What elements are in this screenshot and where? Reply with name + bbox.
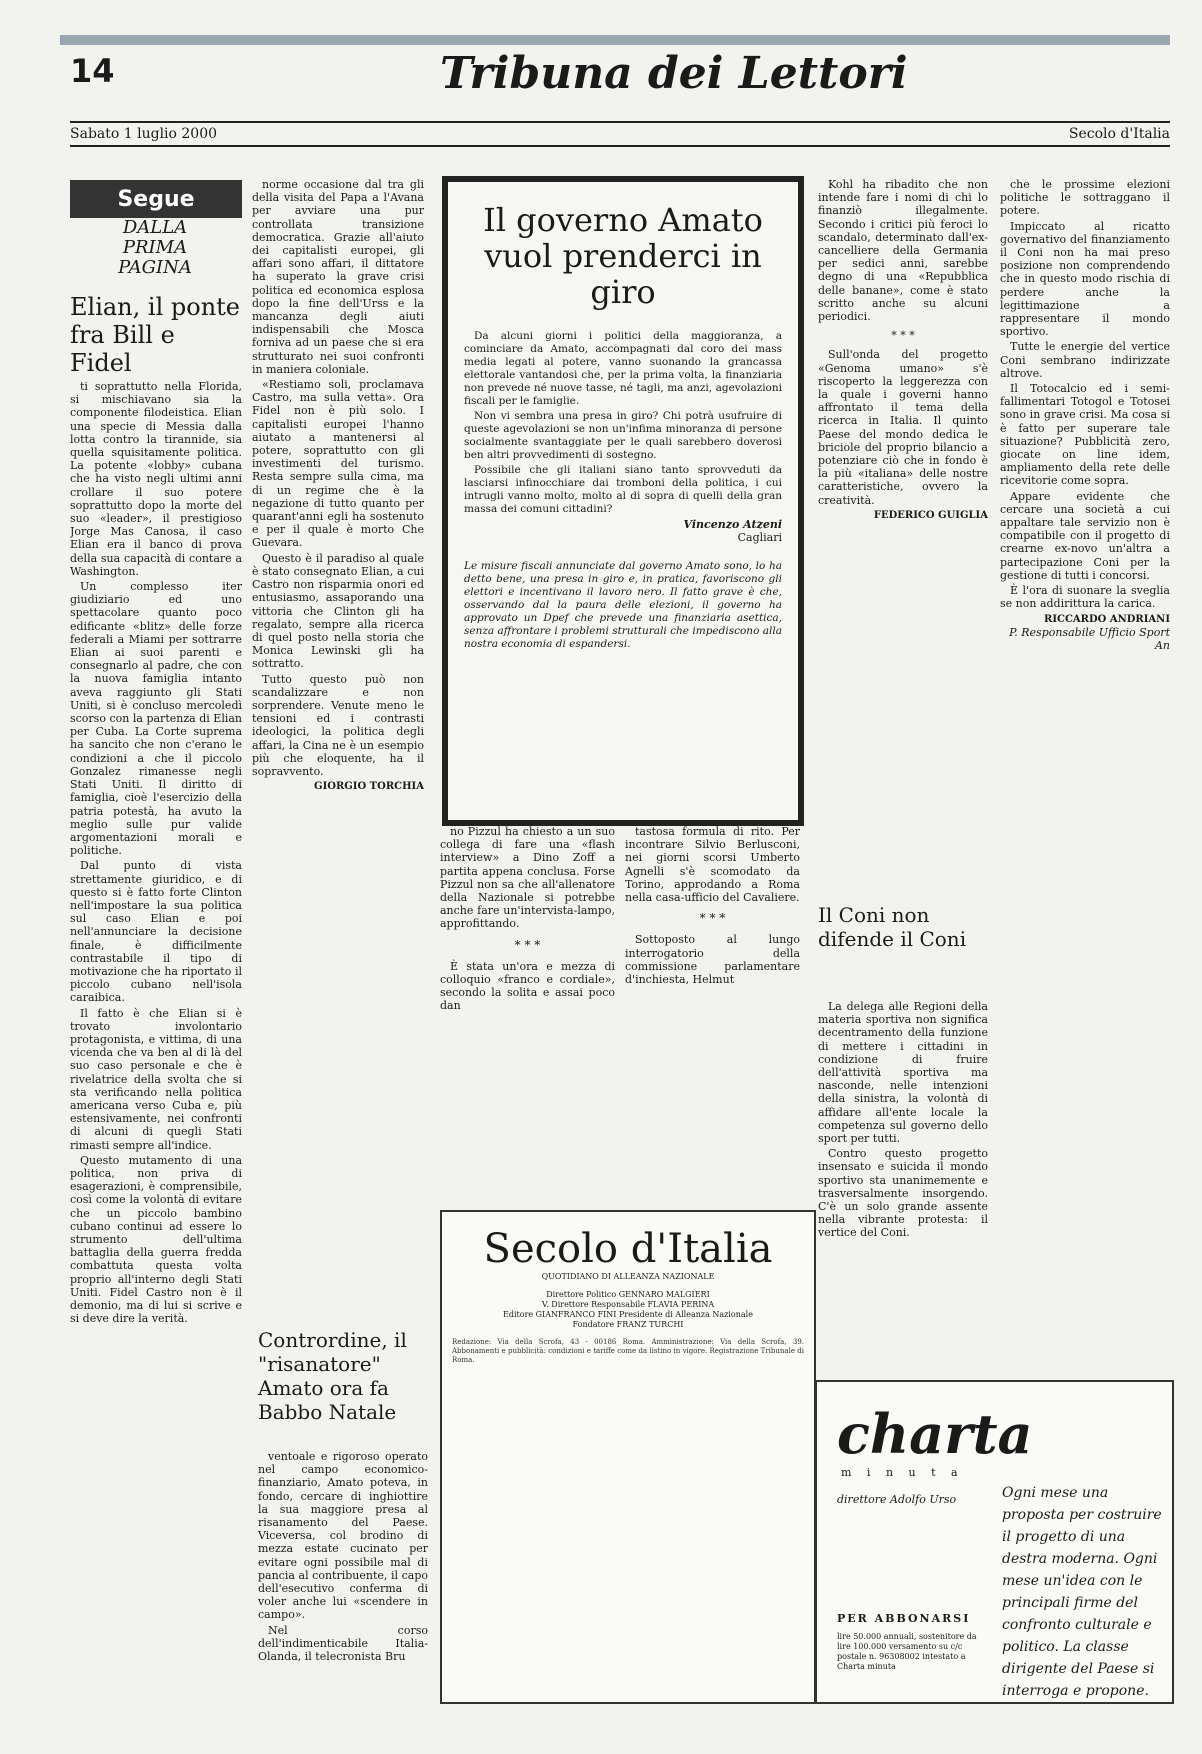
paragraph: Un complesso iter giudiziario ed uno spettacolare quanto poco edificante «blitz» delle forze federali a Miami per sottrarre Elian ai suoi parenti e consegnarlo al padre, che con la nuova famiglia intanto aveva raggiunto gli Stati Uniti, si è concluso mercoledì scorso con la partenza di Elian per Cuba. La Corte suprema ha sancito che non c'erano le condizioni a che il piccolo Gonzalez rimanesse negli Stati Uniti. Il diritto di famiglia, cioè l'esercizio della patria potestà, ha avuto la meglio sulle pur valide argomentazioni morali e politiche. bbox=[70, 580, 242, 858]
masthead-vdirector: V. Direttore Responsabile FLAVIA PERINA bbox=[541, 1300, 715, 1309]
article-headline-amato: Contrordine, il "risanatore" Amato ora fa Babbo Natale bbox=[258, 1328, 407, 1424]
masthead-editor: Editore GIANFRANCO FINI Presidente di Alleanza Nazionale bbox=[503, 1310, 753, 1319]
author-signature: GIORGIO TORCHIA bbox=[314, 781, 424, 793]
paragraph: La delega alle Regioni della materia sportiva non significa decentramento della funzione di mettere i cittadini in condizione di fruire dell'attività sportiva ma nasconde, nelle intenzioni della sinistra, la volontà di affidare all'ente locale la competenza sul governo dello sport per tutti. bbox=[818, 1000, 988, 1146]
article-middle-right bbox=[625, 825, 800, 1195]
masthead-small-print: Redazione: Via della Scrofa, 43 - 00186 Roma. Amministrazione: Via della Scrofa, 39. Abbonamenti e pubblicità: condizioni e tariffe come da listino in vigore. Registrazione Tribunale di Roma. bbox=[452, 1338, 804, 1364]
paragraph: Questo mutamento di una politica, non priva di esagerazioni, è comprensibile, così come la volontà di evitare che un piccolo bambino cubano continui ad essere lo strumento dell'ultima battaglia della guerra fredda combattuta questa volta proprio all'interno degli Stati Uniti. Fidel Castro non è il demonio, ma di lui si scrive e si deve dire la verità. bbox=[70, 1153, 242, 1326]
segue-sub: DALLA PRIMA PAGINA bbox=[118, 217, 192, 278]
paragraph: Impiccato al ricatto governativo del finanziamento il Coni non ha mai preso posizione non comprendendo che in questo modo rischia di perdere anche la legittimazione a rappresentare il mondo sportivo. bbox=[1000, 219, 1170, 339]
segue-label: Segue bbox=[70, 180, 242, 218]
charta-subscribe-label: PER ABBONARSI bbox=[837, 1612, 971, 1625]
article-elian-continued bbox=[252, 178, 424, 1288]
masthead-sub: QUOTIDIANO DI ALLEANZA NAZIONALE bbox=[541, 1272, 715, 1281]
secolo-logo: Secolo d'Italia bbox=[483, 1226, 773, 1272]
separator-stars: * * * bbox=[699, 911, 726, 926]
letter-body bbox=[448, 330, 798, 516]
paragraph: Da alcuni giorni i politici della maggioranza, a cominciare da Amato, accompagnati dal coro dei mass media legati al potere, vanno suonando la grancassa elettorale vantandosi che, per la prima volta, la finanziaria non prevede né nuove tasse, né tagli, ma anzi, agevolazioni fiscali per le famiglie. bbox=[464, 330, 782, 407]
page-number: 14 bbox=[70, 52, 115, 90]
paragraph: Tutto questo può non scandalizzare e non sorprendere. Venute meno le tensioni ed i contrasti ideologici, la politica degli affari, la Cina ne è un esempio più che eloquente, ha il sopravvento. bbox=[252, 672, 424, 778]
masthead-founder: Fondatore FRANZ TURCHI bbox=[572, 1320, 684, 1329]
paragraph: norme occasione dal tra gli della visita del Papa a l'Avana per avviare una pur controllata transizione democratica. Grazie all'aiuto dei capitalisti europei, gli affari sono affari, il dittatore ha superato la grave crisi politica ed economica esplosa dopo la fine dell'Urss e la mancanza degli aiuti indispensabili che Mosca forniva ad un paese che si era strutturato nei suoi confronti in maniera coloniale. bbox=[252, 178, 424, 376]
letter-city: Cagliari bbox=[737, 531, 782, 544]
letter-reply: Le misure fiscali annunciate dal governo Amato sono, lo ha detto bene, una presa in giro e, in pratica, favoriscono gli elettori e incentivano il lavoro nero. Il fatto grave è che, osservando dal la paura delle elezioni, il governo ha approvato un Dpef che prevede una finanziaria asettica, senza affrontare i problemi strutturali che impediscono alla nostra economia di espandersi. bbox=[464, 560, 782, 650]
article-headline-coni: Il Coni non difende il Coni bbox=[818, 903, 967, 951]
separator-stars: * * * bbox=[891, 329, 915, 343]
article-elian-body bbox=[70, 380, 242, 1710]
paragraph: È stata un'ora e mezza di colloquio «franco e cordiale», secondo la solita e assai poco dan bbox=[440, 959, 615, 1013]
charta-sub: m i n u t a bbox=[841, 1466, 964, 1479]
article-coni-continued bbox=[1000, 178, 1170, 1348]
paper-name: Secolo d'Italia bbox=[1068, 126, 1170, 142]
charta-logo: charta bbox=[837, 1402, 1033, 1466]
paragraph: ventoale e rigoroso operato nel campo economico-finanziario, Amato poteva, in fondo, cercare di inghiottire la sua maggiore presa al risanamento del Paese. Viceversa, col brodino di mezza estate cucinato per evitare ogni possibile mal di pancia al contribuente, il capo dell'esecutivo conferma di voler anche lui «scendere in campo». bbox=[258, 1450, 428, 1622]
article-middle-left bbox=[440, 825, 615, 1195]
paragraph: tastosa formula di rito. Per incontrare Silvio Berlusconi, nei giorni scorsi Umberto Agnelli s'è scomodato da Torino, approdando a Roma nella casa-ufficio del Cavaliere. bbox=[625, 825, 800, 905]
dateline bbox=[70, 121, 1170, 147]
top-band bbox=[60, 35, 1170, 45]
paragraph: Il fatto è che Elian si è trovato involontario protagonista, e vittima, di una vicenda che va ben al di là del suo caso personale e che è rivelatrice della svolta che si sta verificando nella politica americana verso Cuba e, più estensivamente, nei confronti di alcuni di quegli Stati rimasti sempre all'indice. bbox=[70, 1006, 242, 1152]
paragraph: ti soprattutto nella Florida, si mischiavano sia la componente filodeistica. Elian una specie di Messia dalla lotta contro la tirannide, sia quella squisitamente politica. La potente «lobby» cubana che ha visto negli ultimi anni crollare il suo potere soprattutto dopo la morte del suo «leader», il prestigioso Jorge Mas Canosa, il caso Elian era il banco di prova della sua capacità di contare a Washington. bbox=[70, 380, 242, 578]
paragraph: Appare evidente che cercare una società a cui appaltare tale servizio non è compatibile con il progetto di crearne ex-novo un'altra a partecipazione Coni per la gestione di tutti i concorsi. bbox=[1000, 489, 1170, 582]
masthead-director: Direttore Politico GENNARO MALGIERI bbox=[546, 1290, 710, 1299]
charta-advert bbox=[815, 1380, 1174, 1704]
article-headline-elian: Elian, il ponte fra Bill e Fidel bbox=[70, 293, 240, 377]
paragraph: Nel corso dell'indimenticabile Italia-Olanda, il telecronista Bru bbox=[258, 1623, 428, 1664]
paragraph: Sull'onda del progetto «Genoma umano» s'è riscoperto la leggerezza con la quale i governi hanno affrontato il tema della ricerca in Italia. Il quinto Paese del mondo dedica le briciole del proprio bilancio a potenziare ciò che in fondo è la più «italiana» delle nostre caratteristiche, ovvero la creatività. bbox=[818, 348, 988, 507]
letter-title: Il governo Amato vuol prenderci in giro bbox=[483, 201, 763, 311]
paragraph: È l'ora di suonare la sveglia se non addirittura la carica. bbox=[1000, 584, 1170, 611]
author-signature: RICCARDO ANDRIANI bbox=[1044, 613, 1170, 625]
author-role: P. Responsabile Ufficio Sport An bbox=[1009, 625, 1170, 652]
section-title: Tribuna dei Lettori bbox=[440, 48, 908, 99]
separator-stars: * * * bbox=[514, 937, 541, 952]
paragraph: Tutte le energie del vertice Coni sembrano indirizzate altrove. bbox=[1000, 340, 1170, 380]
article-amato-body bbox=[258, 1450, 428, 1710]
paragraph: Il Totocalcio ed i semi-fallimentari Totogol e Totosei sono in grave crisi. Ma cosa si è fatto per superare tale situazione? Pubblicità zero, giocate on line idem, ampliamento della rete delle ricevitorie come sopra. bbox=[1000, 382, 1170, 488]
date: Sabato 1 luglio 2000 bbox=[70, 126, 218, 142]
paragraph: Sottoposto al lungo interrogatorio della commissione parlamentare d'inchiesta, Helmut bbox=[625, 933, 800, 987]
paragraph: Kohl ha ribadito che non intende fare i nomi di chi lo finanziò illegalmente. Secondo i critici più feroci lo scandalo, determinato dall'ex-cancelliere della Germania per sedici anni, sarebbe degno di una «Repubblica delle banane», come è stato scritto anche su alcuni periodici. bbox=[818, 178, 988, 324]
paragraph: Contro questo progetto insensato e suicida il mondo sportivo sta unanimemente e trasversalmente insorgendo. C'è un solo grande assente nella vibrante protesta: il vertice del Coni. bbox=[818, 1147, 988, 1240]
paragraph: Non vi sembra una presa in giro? Chi potrà usufruire di queste agevolazioni se non un'infima minoranza di persone socialmente svantaggiate per le quali sarebbero doverosi ben altri provvedimenti di sostegno. bbox=[464, 410, 782, 461]
paragraph: «Restiamo soli, proclamava Castro, ma sulla vetta». Ora Fidel non è più solo. I capitalisti europei l'hanno aiutato a mantenersi al potere, soprattutto con gli investimenti del turismo. Resta sempre sulla cima, ma di un regime che è la negazione di tutto quanto per quarant'anni egli ha sostenuto e per il quale è morto Che Guevara. bbox=[252, 378, 424, 550]
charta-director: direttore Adolfo Urso bbox=[837, 1493, 957, 1506]
masthead-box bbox=[440, 1210, 816, 1704]
author-signature: FEDERICO GUIGLIA bbox=[873, 509, 988, 521]
letter-author: Vincenzo Atzeni bbox=[683, 518, 782, 531]
letter-box bbox=[442, 176, 804, 826]
paragraph: Questo è il paradiso al quale è stato consegnato Elian, a cui Castro non risparmia onori ed entusiasmo, assaporando una vittoria che Clinton gli ha regalato, sempre alla ricerca di quel posto nella storia che Monica Lewinski gli ha sottratto. bbox=[252, 551, 424, 671]
paragraph: no Pizzul ha chiesto a un suo collega di fare una «flash interview» a Dino Zoff a partita appena conclusa. Forse Pizzul non sa che all'allenatore della Nazionale si potrebbe anche fare un'intervista-lampo, approfittando. bbox=[440, 825, 615, 931]
article-right-col5 bbox=[818, 178, 988, 838]
charta-tagline: Ogni mese una proposta per costruire il progetto di una destra moderna. Ogni mese un'idea con le principali firme del confronto culturale e politico. La classe dirigente del Paese si interroga e propone. bbox=[1002, 1485, 1162, 1699]
charta-subscribe-text: lire 50.000 annuali, sostenitore da lire 100.000 versamento su c/c postale n. 96308002 intestato a Charta minuta bbox=[837, 1632, 977, 1671]
article-coni-body bbox=[818, 1000, 988, 1370]
paragraph: che le prossime elezioni politiche le sottraggano il potere. bbox=[1000, 178, 1170, 218]
paragraph: Possibile che gli italiani siano tanto sprovveduti da lasciarsi infinocchiare dai tromboni della politica, i cui intrugli vanno molto, molto al di sopra di quelli della gran massa dei comuni cittadini? bbox=[464, 464, 782, 515]
paragraph: Dal punto di vista strettamente giuridico, e di questo si è fatto forte Clinton nell'impostare la sua politica sul caso Elian e poi nell'annunciare la decisione finale, è difficilmente contrastabile il tipo di motivazione che ha riportato il piccolo cubano nell'isola caraibica. bbox=[70, 859, 242, 1005]
